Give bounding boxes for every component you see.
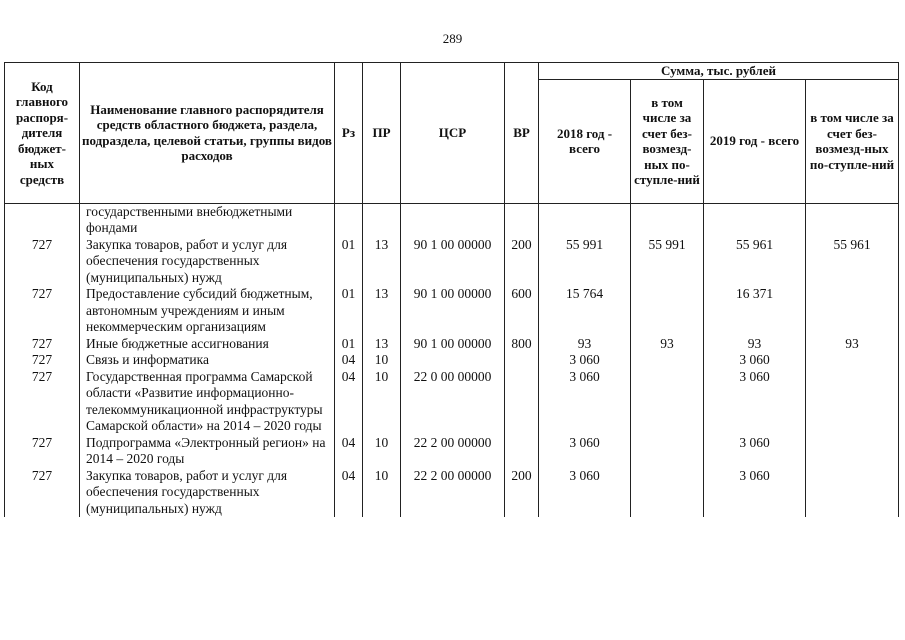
cell-2018-total: 15 764 [539,286,631,336]
cell-2019-free [806,369,899,435]
header-2018-total: 2018 год - всего [539,79,631,203]
cell-2019-free [806,435,899,468]
cell-pr [363,203,401,237]
cell-2019-total [704,203,806,237]
cell-pr: 10 [363,352,401,369]
cell-rz: 04 [335,468,363,518]
cell-2018-total: 93 [539,336,631,353]
cell-2018-free: 55 991 [631,237,704,287]
cell-vr: 200 [505,237,539,287]
cell-pr: 10 [363,468,401,518]
cell-rz: 01 [335,286,363,336]
cell-pr: 13 [363,237,401,287]
cell-2018-total: 3 060 [539,369,631,435]
cell-2018-total: 3 060 [539,468,631,518]
cell-name: Предоставление субсидий бюджетным, автономным учреждениям и иным некоммерческим организациям [80,286,335,336]
cell-2019-total: 3 060 [704,352,806,369]
cell-pr: 10 [363,435,401,468]
cell-csr: 90 1 00 00000 [401,237,505,287]
cell-2019-total: 16 371 [704,286,806,336]
cell-2018-free [631,286,704,336]
table-row [5,352,899,369]
cell-name: Закупка товаров, работ и услуг для обеспечения государственных (муниципальных) нужд [80,468,335,518]
cell-rz: 04 [335,369,363,435]
cell-name: Связь и информатика [80,352,335,369]
cell-code: 727 [5,336,80,353]
cell-pr: 13 [363,286,401,336]
cell-code: 727 [5,435,80,468]
cell-csr: 90 1 00 00000 [401,286,505,336]
table-row [5,237,899,287]
table-row [5,203,899,237]
table-row [5,286,899,336]
cell-code: 727 [5,468,80,518]
cell-name: Закупка товаров, работ и услуг для обеспечения государственных (муниципальных) нужд [80,237,335,287]
cell-code [5,203,80,237]
cell-2018-free [631,369,704,435]
cell-csr [401,352,505,369]
header-2019-total: 2019 год - всего [704,79,806,203]
cell-2019-free [806,352,899,369]
cell-2019-total: 55 961 [704,237,806,287]
header-pr: ПР [363,63,401,204]
cell-rz: 01 [335,336,363,353]
cell-vr [505,369,539,435]
cell-rz: 04 [335,352,363,369]
cell-2019-total: 3 060 [704,435,806,468]
cell-code: 727 [5,369,80,435]
table-row [5,369,899,435]
cell-vr: 800 [505,336,539,353]
cell-csr: 90 1 00 00000 [401,336,505,353]
cell-2019-free: 55 961 [806,237,899,287]
cell-2018-free [631,435,704,468]
cell-name: государственными внебюджетными фондами [80,203,335,237]
cell-code: 727 [5,286,80,336]
cell-csr: 22 2 00 00000 [401,435,505,468]
cell-2018-total [539,203,631,237]
table-row [5,435,899,468]
cell-2018-total: 55 991 [539,237,631,287]
cell-2018-free [631,203,704,237]
cell-vr [505,435,539,468]
table-header [5,63,899,204]
cell-name: Государственная программа Самарской области «Развитие информационно-телекоммуникационной инфраструктуры Самарской области» на 2014 – 2020 годы [80,369,335,435]
cell-2018-total: 3 060 [539,435,631,468]
header-2019-free: в том числе за счет без-возмезд-ных по-ступле-ний [806,79,899,203]
header-csr: ЦСР [401,63,505,204]
budget-table [4,62,899,517]
cell-vr [505,352,539,369]
cell-csr [401,203,505,237]
cell-2018-free: 93 [631,336,704,353]
cell-pr: 13 [363,336,401,353]
header-name: Наименование главного распорядителя средств областного бюджета, раздела, подраздела, целевой статьи, группы видов расходов [80,63,335,204]
table-body [5,203,899,517]
cell-vr: 600 [505,286,539,336]
cell-vr [505,203,539,237]
header-code: Код главного распоря-дителя бюджет-ных средств [5,63,80,204]
cell-vr: 200 [505,468,539,518]
header-2018-free: в том числе за счет без-возмезд-ных по-ступле-ний [631,79,704,203]
cell-rz [335,203,363,237]
cell-csr: 22 2 00 00000 [401,468,505,518]
cell-2019-free: 93 [806,336,899,353]
cell-2018-total: 3 060 [539,352,631,369]
cell-pr: 10 [363,369,401,435]
cell-2019-total: 3 060 [704,468,806,518]
cell-code: 727 [5,352,80,369]
cell-rz: 04 [335,435,363,468]
table-row [5,336,899,353]
header-sum: Сумма, тыс. рублей [539,63,899,80]
cell-2019-free [806,286,899,336]
cell-rz: 01 [335,237,363,287]
cell-2019-free [806,468,899,518]
header-rz: Рз [335,63,363,204]
cell-2019-free [806,203,899,237]
cell-csr: 22 0 00 00000 [401,369,505,435]
cell-2018-free [631,352,704,369]
cell-2018-free [631,468,704,518]
cell-2019-total: 93 [704,336,806,353]
cell-name: Подпрограмма «Электронный регион» на 2014 – 2020 годы [80,435,335,468]
cell-code: 727 [5,237,80,287]
page-number: 289 [442,31,463,46]
cell-name: Иные бюджетные ассигнования [80,336,335,353]
cell-2019-total: 3 060 [704,369,806,435]
header-vr: ВР [505,63,539,204]
table-row [5,468,899,518]
